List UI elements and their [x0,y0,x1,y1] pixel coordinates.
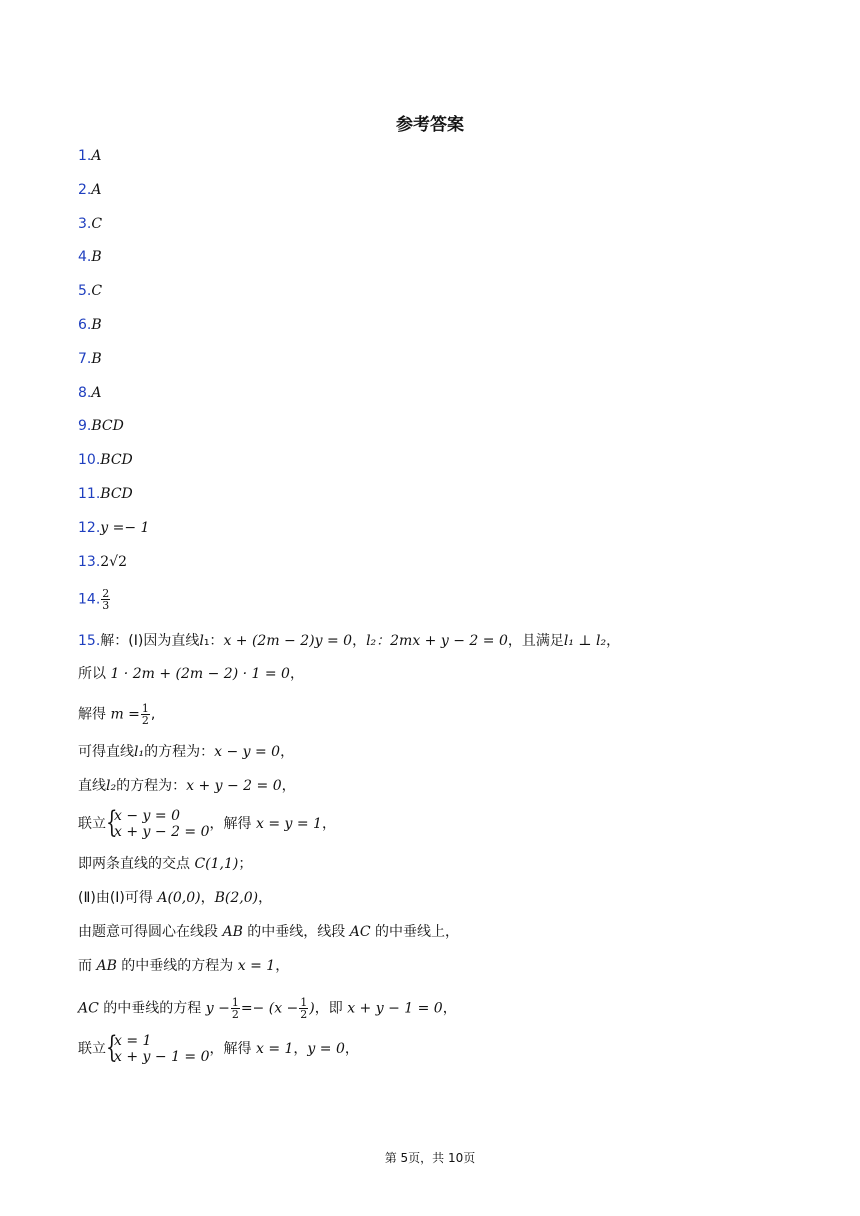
fraction: $\frac{1}{2}$ [300,996,308,1021]
answer-item: 5.C [78,283,103,299]
solution-line: 可得直线l₁的方程为：x − y = 0， [78,744,295,760]
answer-item: 12.y =− 1 [78,520,150,536]
page-footer: 第 5页，共 10页 [384,1151,476,1165]
answer-item: 9.BCD [78,418,124,434]
fraction: $\frac{2}{3}$ [102,587,110,612]
equation-system: { x = 1 x + y − 1 = 0 [106,1030,210,1065]
fraction: $\frac{1}{2}$ [231,996,239,1021]
answer-item: 2.A [78,182,102,198]
solution-line: (Ⅱ)由(Ⅰ)可得 A(0,0)，B(2,0)， [78,890,273,906]
solution-line: 解得 m = $\frac{1}{2}$ , [78,702,156,727]
solution-line: 联立 { x − y = 0 x + y − 2 = 0 ，解得 x = y = 1， [78,805,336,840]
page-title: 参考答案 [396,115,464,135]
answer-item: 11.BCD [78,486,133,502]
solution-line: 由题意可得圆心在线段 AB 的中垂线，线段 AC 的中垂线上， [78,924,460,940]
answer-item: 4.B [78,249,102,265]
answer-item: 10.BCD [78,452,133,468]
answer-item: 14. $\frac{2}{3}$ [78,587,110,612]
answer-item: 8.A [78,385,102,401]
solution-line: 所以 1 · 2m + (2m − 2) · 1 = 0， [78,666,304,682]
answer-item: 1.A [78,148,102,164]
solution-line: AC 的中垂线的方程 y − $\frac{1}{2}$ =− (x − $\frac{1}{2}$ )，即 x + y − 1 = 0， [78,996,457,1021]
solution-line: 而 AB 的中垂线的方程为 x = 1， [78,958,290,974]
equation-system: { x − y = 0 x + y − 2 = 0 [106,805,210,840]
answer-item: 3.C [78,216,103,232]
solution-line: 联立 { x = 1 x + y − 1 = 0 ，解得 x = 1，y = 0， [78,1030,359,1065]
answer-item: 13.2√2 [78,554,128,570]
solution-line: 即两条直线的交点 C(1,1)； [78,856,253,872]
solution-line: 直线l₂的方程为：x + y − 2 = 0， [78,778,296,794]
fraction: $\frac{1}{2}$ [141,702,149,727]
answer-item: 7.B [78,351,102,367]
solution-line: 15.解：(Ⅰ)因为直线l₁：x + (2m − 2)y = 0，l₂：2mx + y − 2 = 0，且满足l₁ ⊥ l₂， [78,633,621,649]
answer-item: 6.B [78,317,102,333]
